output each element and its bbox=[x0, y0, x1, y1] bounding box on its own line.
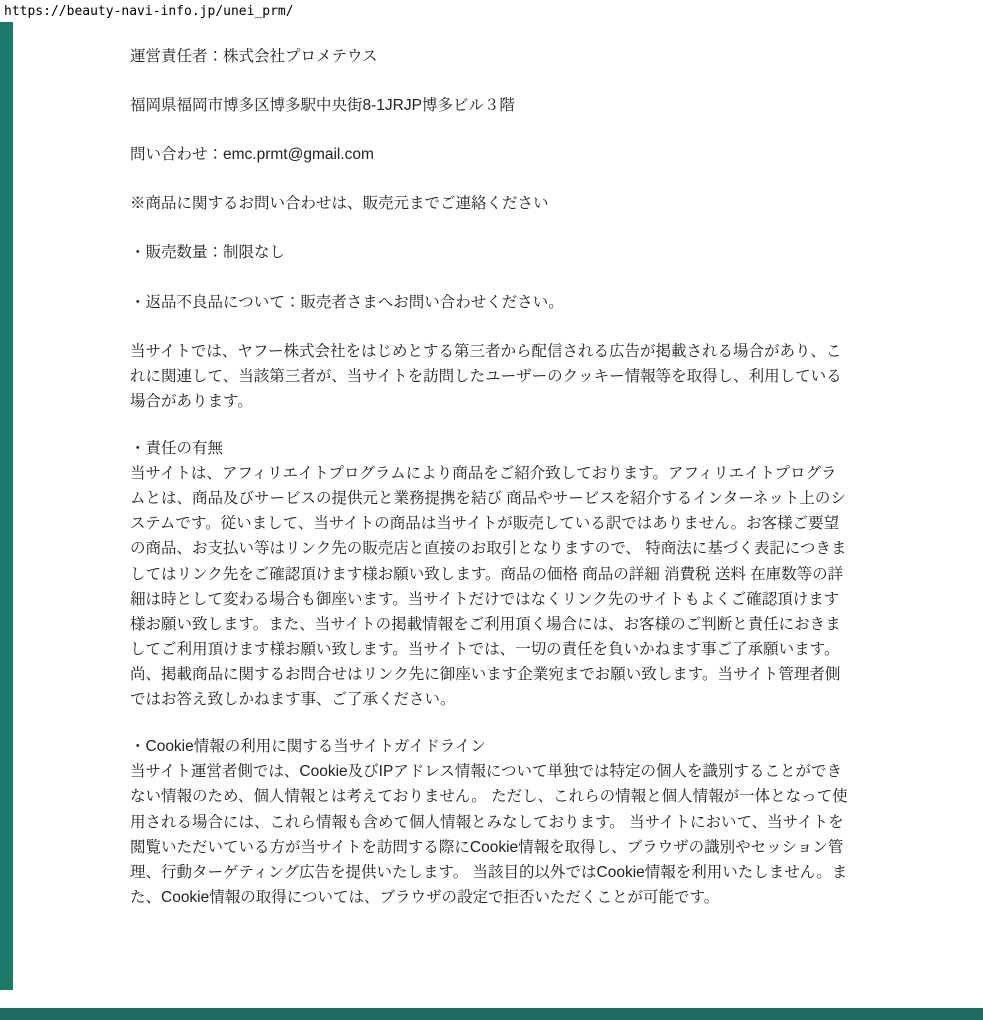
section-body-liability: 当サイトは、アフィリエイトプログラムにより商品をご紹介致しております。アフィリエイトプログラムとは、商品及びサービスの提供元と業務提携を結び 商品やサービスを紹介するインターネット上のシステムです。従いまして、当サイトの商品は当サイトが販売している訳ではありません。お客様ご要望の商品、お支払い等はリンク先の販売店と直接のお取引となりますので、 特商法に基づく表記につきましてはリンク先をご確認頂けます様お願い致します。商品の価格 商品の詳細 消費税 送料 在庫数等の詳細は時として変わる場合も御座います。当サイトだけではなくリンク先のサイトもよくご確認頂けます様お願い致します。また、当サイトの掲載情報をご利用頂く場合には、お客様のご判断と責任におきましてご利用頂けます様お願い致します。当サイトでは、一切の責任を負いかねます事ご了承願います。尚、掲載商品に関するお問合せはリンク先に御座います企業宛までお願い致します。当サイト管理者側ではお答え致しかねます事、ご了承ください。 bbox=[130, 465, 847, 709]
operator-address-line: 福岡県福岡市博多区博多駅中央街8-1JRJP博多ビル３階 bbox=[130, 97, 515, 115]
footer-accent-bar bbox=[0, 1008, 983, 1020]
left-accent-strip bbox=[0, 22, 13, 990]
url-text: https://beauty-navi-info.jp/unei_prm/ bbox=[4, 3, 294, 19]
advertising-cookie-notice: 当サイトでは、ヤフー株式会社をはじめとする第三者から配信される広告が掲載される場合があり、これに関連して、当該第三者が、当サイトを訪問したユーザーのクッキー情報等を取得し、利用している場合があります。 bbox=[130, 342, 842, 410]
browser-url-bar[interactable] bbox=[0, 0, 983, 22]
sales-quantity-line: ・販売数量：制限なし bbox=[130, 244, 286, 262]
product-inquiry-note: ※商品に関するお問い合わせは、販売元までご連絡ください bbox=[130, 195, 549, 213]
operator-name-line: 運営責任者：株式会社プロメテウス bbox=[130, 48, 378, 65]
section-heading-cookie-guideline: ・Cookie情報の利用に関する当サイトガイドライン bbox=[130, 738, 486, 756]
section-body-cookie-guideline: 当サイト運営者側では、Cookie及びIPアドレス情報について単独では特定の個人を識別することができない情報のため、個人情報とは考えておりません。 ただし、これらの情報と個人情報が一体となって使用される場合には、これら情報も含めて個人情報とみなしております。 当サイトにおいて、当サイトを閲覧いただいている方が当サイトを訪問する際にCookie情報を取得し、ブラウザの識別やセッション管理、行動ターゲティング広告を提供いたします。 当該目的以外ではCookie情報を利用いたしません。また、Cookie情報の取得については、ブラウザの設定で拒否いただくことが可能です。 bbox=[130, 763, 848, 906]
contact-email-line: 問い合わせ：emc.prmt@gmail.com bbox=[130, 146, 374, 164]
returns-line: ・返品不良品について：販売者さまへお問い合わせください。 bbox=[130, 293, 564, 311]
section-heading-liability: ・責任の有無 bbox=[130, 439, 224, 457]
footer-gap bbox=[0, 990, 983, 1008]
document-content bbox=[130, 44, 848, 932]
